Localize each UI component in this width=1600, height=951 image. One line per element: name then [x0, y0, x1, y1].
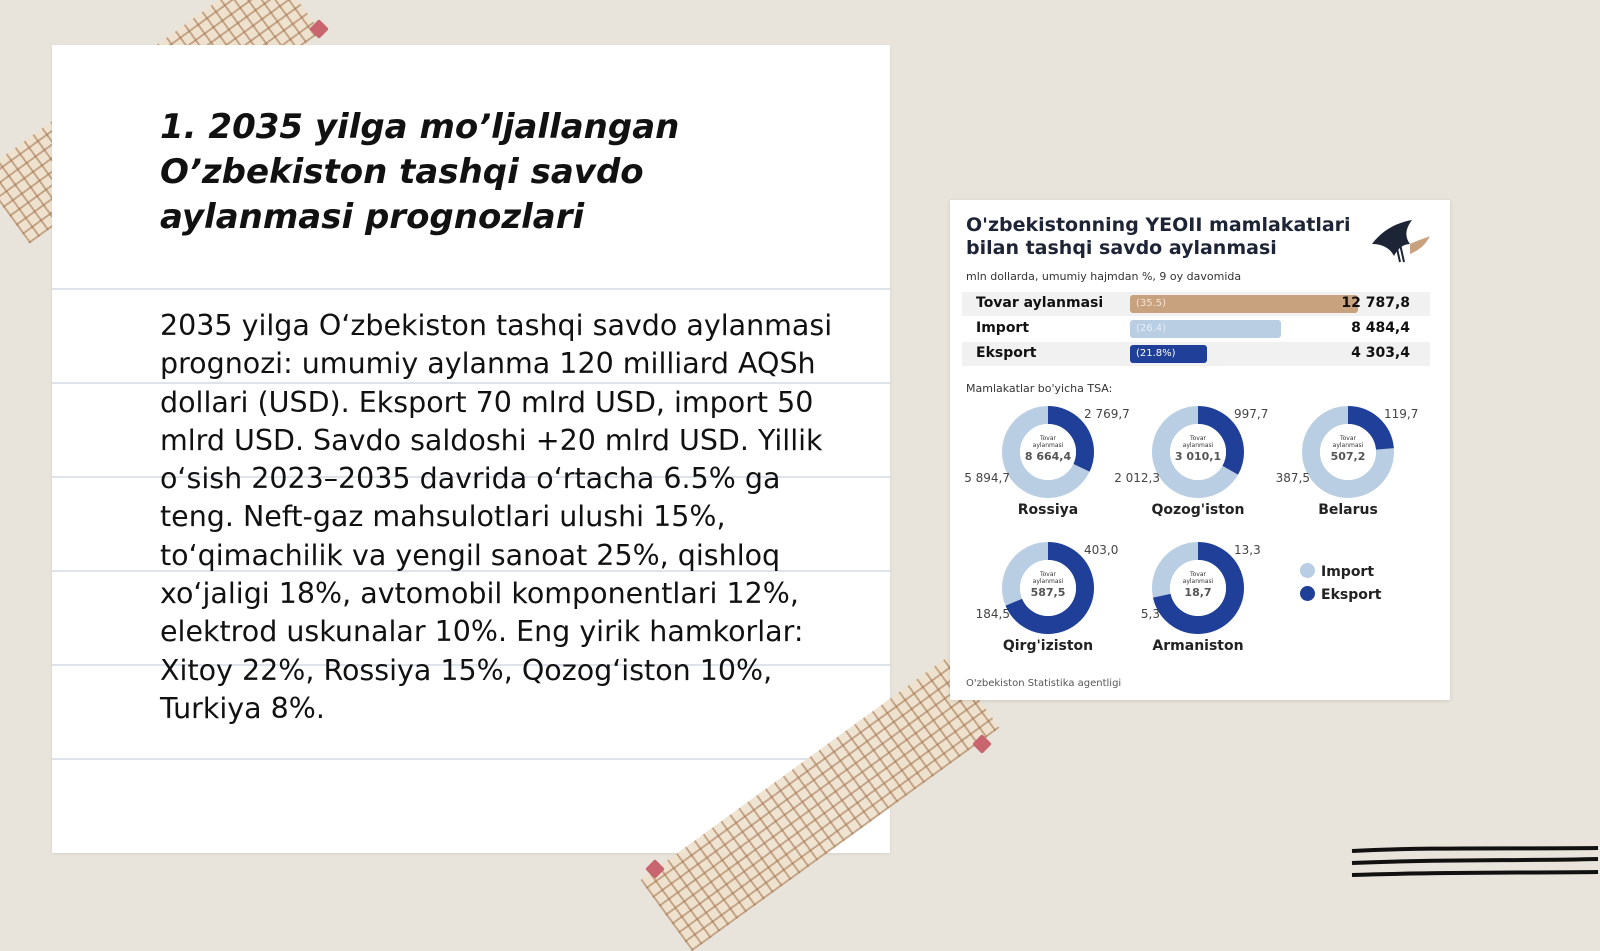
bar-label: Tovar aylanmasi — [976, 295, 1104, 311]
donut-center-label: Tovar — [1189, 435, 1207, 442]
legend-eksport — [1300, 586, 1381, 603]
bar-fill-import: (26.4) — [1130, 320, 1281, 338]
bar-value: 8 484,4 — [1351, 320, 1410, 336]
bar-label: Eksport — [976, 345, 1037, 361]
donut-country-label: Rossiya — [1017, 502, 1079, 518]
donut-eksport-label: 119,7 — [1384, 407, 1419, 421]
infographic-title: O'zbekistonning YEOII mamlakatlari bilan tashqi savdo aylanmasi — [966, 214, 1351, 259]
notebook-paper — [52, 45, 890, 853]
donut-import-label: 5 894,7 — [964, 471, 1010, 485]
donut-charts — [950, 200, 1450, 700]
donut-center-label: aylanmasi — [1182, 578, 1214, 585]
donut-import-label: 387,5 — [1275, 471, 1310, 485]
donut-import-label: 184,5 — [975, 607, 1010, 621]
donut-country-label: Qozog'iston — [1151, 502, 1245, 518]
legend-import-swatch — [1300, 563, 1315, 578]
slide-title: 1. 2035 yilga mo’ljallangan O’zbekiston tashqi savdo aylanmasi prognozlari — [160, 107, 680, 237]
donut-center-value: 587,5 — [1030, 586, 1066, 599]
slide-body-text: 2035 yilga O‘zbekiston tashqi savdo aylanmasi prognozi: umumiy aylanma 120 milliard AQSh dollari (USD). Eksport 70 mlrd USD, import 50 mlrd USD. Savdo saldoshi +20 mlrd USD. Yillik o‘sish 2023–2035 davrida o‘rtacha 6.5% ga teng. Neft-gaz mahsulotlari ulushi 15%, to‘qimachilik va yengil sanoat 25%, qishloq xo‘jaligi 18%, avtomobil komponentlari 12%, elektrod uskunalar 10%. Eng yirik hamkorlar: Xitoy 22%, Rossiya 15%, Qozog‘iston 10%, Turkiya 8%. — [160, 309, 833, 725]
bar-fill-tovar-aylanmasi: (35.5) — [1130, 295, 1358, 313]
legend-eksport-swatch — [1300, 586, 1315, 601]
trade-infographic — [950, 200, 1450, 700]
donut-center-value: 507,2 — [1330, 450, 1366, 463]
legend-import — [1300, 563, 1374, 580]
donut-center-label: Tovar — [1039, 435, 1057, 442]
donut-eksport-label: 13,3 — [1234, 543, 1261, 557]
donut-import-label: 5,3 — [1140, 607, 1160, 621]
donut-eksport-label: 997,7 — [1234, 407, 1269, 421]
donut-import-label: 2 012,3 — [1114, 471, 1160, 485]
donut-country-label: Armaniston — [1152, 638, 1244, 654]
decorative-lines — [1350, 845, 1600, 885]
donut-center-label: Tovar — [1189, 571, 1207, 578]
legend-import-label: Import — [1321, 564, 1375, 580]
paper-rule — [52, 288, 890, 290]
bar-value: 12 787,8 — [1341, 295, 1410, 311]
donut-center-label: Tovar — [1039, 571, 1057, 578]
donut-country-label: Belarus — [1318, 502, 1378, 518]
donut-center-label: aylanmasi — [1032, 578, 1064, 585]
donut-eksport-label: 2 769,7 — [1084, 407, 1130, 421]
donut-center-value: 3 010,1 — [1174, 450, 1222, 463]
donut-center-label: Tovar — [1339, 435, 1357, 442]
donut-center-label: aylanmasi — [1332, 442, 1364, 449]
section-label: Mamlakatlar bo'yicha TSA: — [966, 382, 1113, 395]
bar-label: Import — [976, 320, 1030, 336]
source-note: O'zbekiston Statistika agentligi — [966, 678, 1122, 689]
infographic-subtitle: mln dollarda, umumiy hajmdan %, 9 oy davomida — [966, 270, 1242, 283]
bar-fill-eksport: (21.8%) — [1130, 345, 1207, 363]
donut-center-label: aylanmasi — [1182, 442, 1214, 449]
donut-center-value: 8 664,4 — [1024, 450, 1072, 463]
paper-rule — [52, 758, 890, 760]
bar-value: 4 303,4 — [1351, 345, 1410, 361]
donut-center-label: aylanmasi — [1032, 442, 1064, 449]
donut-center-value: 18,7 — [1184, 586, 1212, 599]
donut-eksport-label: 403,0 — [1084, 543, 1119, 557]
donut-country-label: Qirg'iziston — [1002, 638, 1094, 654]
legend-eksport-label: Eksport — [1321, 587, 1382, 603]
